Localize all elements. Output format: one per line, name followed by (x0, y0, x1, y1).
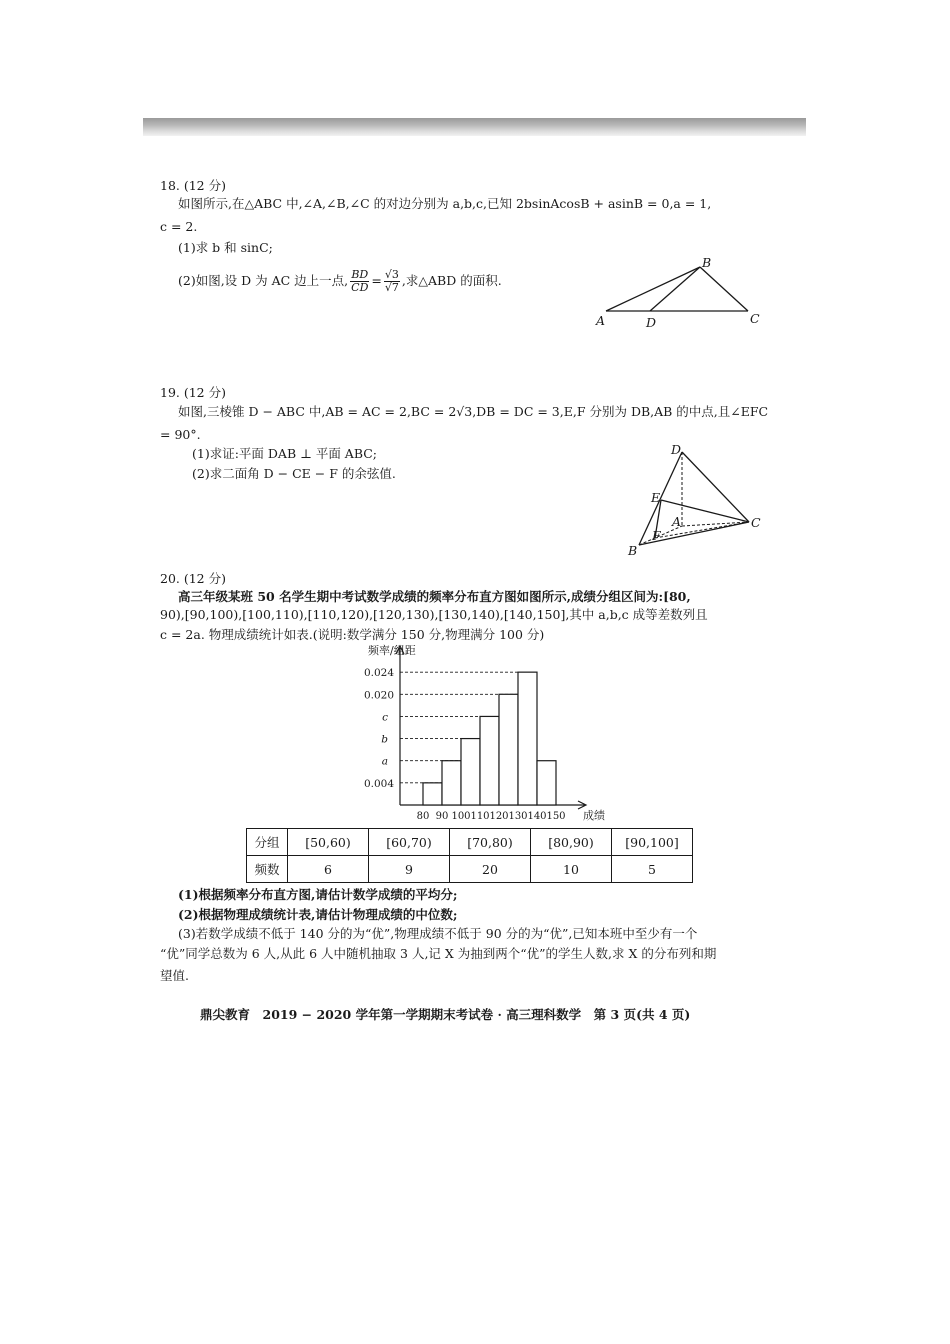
histogram-bar (423, 783, 442, 805)
y-tick-label: a (381, 755, 388, 768)
table-row (247, 856, 693, 883)
label-f: F (652, 528, 661, 543)
histogram-bar (518, 672, 537, 805)
q18-line1: 如图所示,在△ABC 中,∠A,∠B,∠C 的对边分别为 a,b,c,已知 2bsinAcosB + asinB = 0,a = 1, (178, 196, 712, 211)
q20-part3-line3: 望值. (160, 968, 189, 983)
page-footer: 鼎尖教育 2019 − 2020 学年第一学期期末考试卷 · 高三理科数学 第 3 页(共 4 页) (200, 1007, 691, 1022)
frac-numerator: √3 (384, 268, 399, 281)
table-cell: 6 (288, 856, 369, 883)
row-header-count: 频数 (247, 856, 288, 883)
histogram-bar (461, 739, 480, 805)
x-tick-label: 80 (416, 811, 430, 822)
q18-frac-bd-cd (350, 269, 369, 294)
table-cell: [80,90) (531, 829, 612, 856)
x-tick-label: 150 (546, 811, 566, 822)
label-b: B (702, 255, 712, 270)
frequency-histogram (340, 640, 630, 825)
q18-line2: c = 2. (160, 219, 198, 234)
table-row (247, 829, 693, 856)
edge-dc (682, 452, 749, 522)
label-d: D (671, 442, 682, 457)
table-cell: [70,80) (450, 829, 531, 856)
histogram-bar (499, 694, 518, 805)
label-b: B (628, 543, 638, 558)
y-tick-label: 0.004 (363, 777, 394, 790)
q18-part2-text-a: (2)如图,设 D 为 AC 边上一点, (178, 273, 349, 288)
q20-line3: c = 2a. 物理成绩统计如表.(说明:数学满分 150 分,物理满分 100 分) (160, 627, 545, 642)
table-cell: 5 (612, 856, 693, 883)
table-cell: 20 (450, 856, 531, 883)
q20-part3-line1: (3)若数学成绩不低于 140 分的为“优”,物理成绩不低于 90 分的为“优”,已知本班中至少有一个 (178, 926, 698, 941)
q19-pyramid-figure (625, 440, 770, 562)
label-a: A (596, 313, 606, 328)
x-tick-label: 130 (508, 811, 528, 822)
label-a: A (672, 514, 682, 529)
q18-frac-sqrt (384, 269, 400, 294)
segment-bc (700, 267, 748, 311)
label-c: C (750, 311, 760, 326)
table-cell: [90,100] (612, 829, 693, 856)
q20-line1: 高三年级某班 50 名学生期中考试数学成绩的频率分布直方图如图所示,成绩分组区间为:[80, (178, 589, 691, 604)
q18-header: 18. (12 分) (160, 178, 226, 193)
q18-triangle-figure (590, 255, 770, 335)
row-header-group: 分组 (247, 829, 288, 856)
q20-part1: (1)根据频率分布直方图,请估计数学成绩的平均分; (178, 887, 458, 902)
table-cell: [60,70) (369, 829, 450, 856)
equals-sign: = (371, 273, 382, 288)
q20-part2: (2)根据物理成绩统计表,请估计物理成绩的中位数; (178, 907, 458, 922)
label-c: C (751, 515, 761, 530)
q19-part2: (2)求二面角 D − CE − F 的余弦值. (192, 466, 396, 481)
y-axis-label: 频率/组距 (368, 644, 416, 657)
q20-line2: 90),[90,100),[100,110),[110,120),[120,130),[130,140),[140,150],其中 a,b,c 成等差数列且 (160, 607, 708, 622)
x-tick-label: 90 (435, 811, 449, 822)
q19-header: 19. (12 分) (160, 385, 226, 400)
frac-denominator: √7 (384, 281, 399, 294)
y-tick-label: 0.024 (363, 667, 394, 680)
q18-part2 (178, 264, 502, 298)
q19-line1: 如图,三棱锥 D − ABC 中,AB = AC = 2,BC = 2√3,DB = DC = 3,E,F 分别为 DB,AB 的中点,且∠EFC (178, 404, 769, 419)
y-tick-label: b (381, 733, 388, 746)
table-cell: [50,60) (288, 829, 369, 856)
table-cell: 9 (369, 856, 450, 883)
segment-bd (650, 267, 700, 311)
scan-shadow-band (143, 118, 806, 136)
q19-line2: = 90°. (160, 427, 201, 442)
q18-part1: (1)求 b 和 sinC; (178, 240, 273, 255)
table-cell: 10 (531, 856, 612, 883)
frac-numerator: BD (351, 268, 369, 281)
histogram-bar (442, 761, 461, 805)
x-axis-label: 成绩 (583, 809, 605, 822)
y-tick-label: c (382, 711, 388, 724)
q19-part1: (1)求证:平面 DAB ⊥ 平面 ABC; (192, 446, 378, 461)
label-e: E (651, 490, 661, 505)
histogram-bar (480, 716, 499, 805)
x-tick-label: 110 (470, 811, 490, 822)
frac-denominator: CD (351, 281, 369, 294)
q20-header: 20. (12 分) (160, 571, 226, 586)
x-tick-label: 100 (451, 811, 471, 822)
histogram-bar (537, 761, 556, 805)
q20-part3-line2: “优”同学总数为 6 人,从此 6 人中随机抽取 3 人,记 X 为抽到两个“优”的学生人数,求 X 的分布列和期 (160, 946, 717, 961)
physics-score-table (246, 828, 693, 883)
x-tick-label: 120 (489, 811, 509, 822)
q18-part2-text-b: ,求△ABD 的面积. (401, 273, 502, 288)
segment-ab (606, 267, 700, 311)
y-tick-label: 0.020 (363, 689, 394, 702)
x-tick-label: 140 (527, 811, 547, 822)
label-d: D (646, 315, 657, 330)
